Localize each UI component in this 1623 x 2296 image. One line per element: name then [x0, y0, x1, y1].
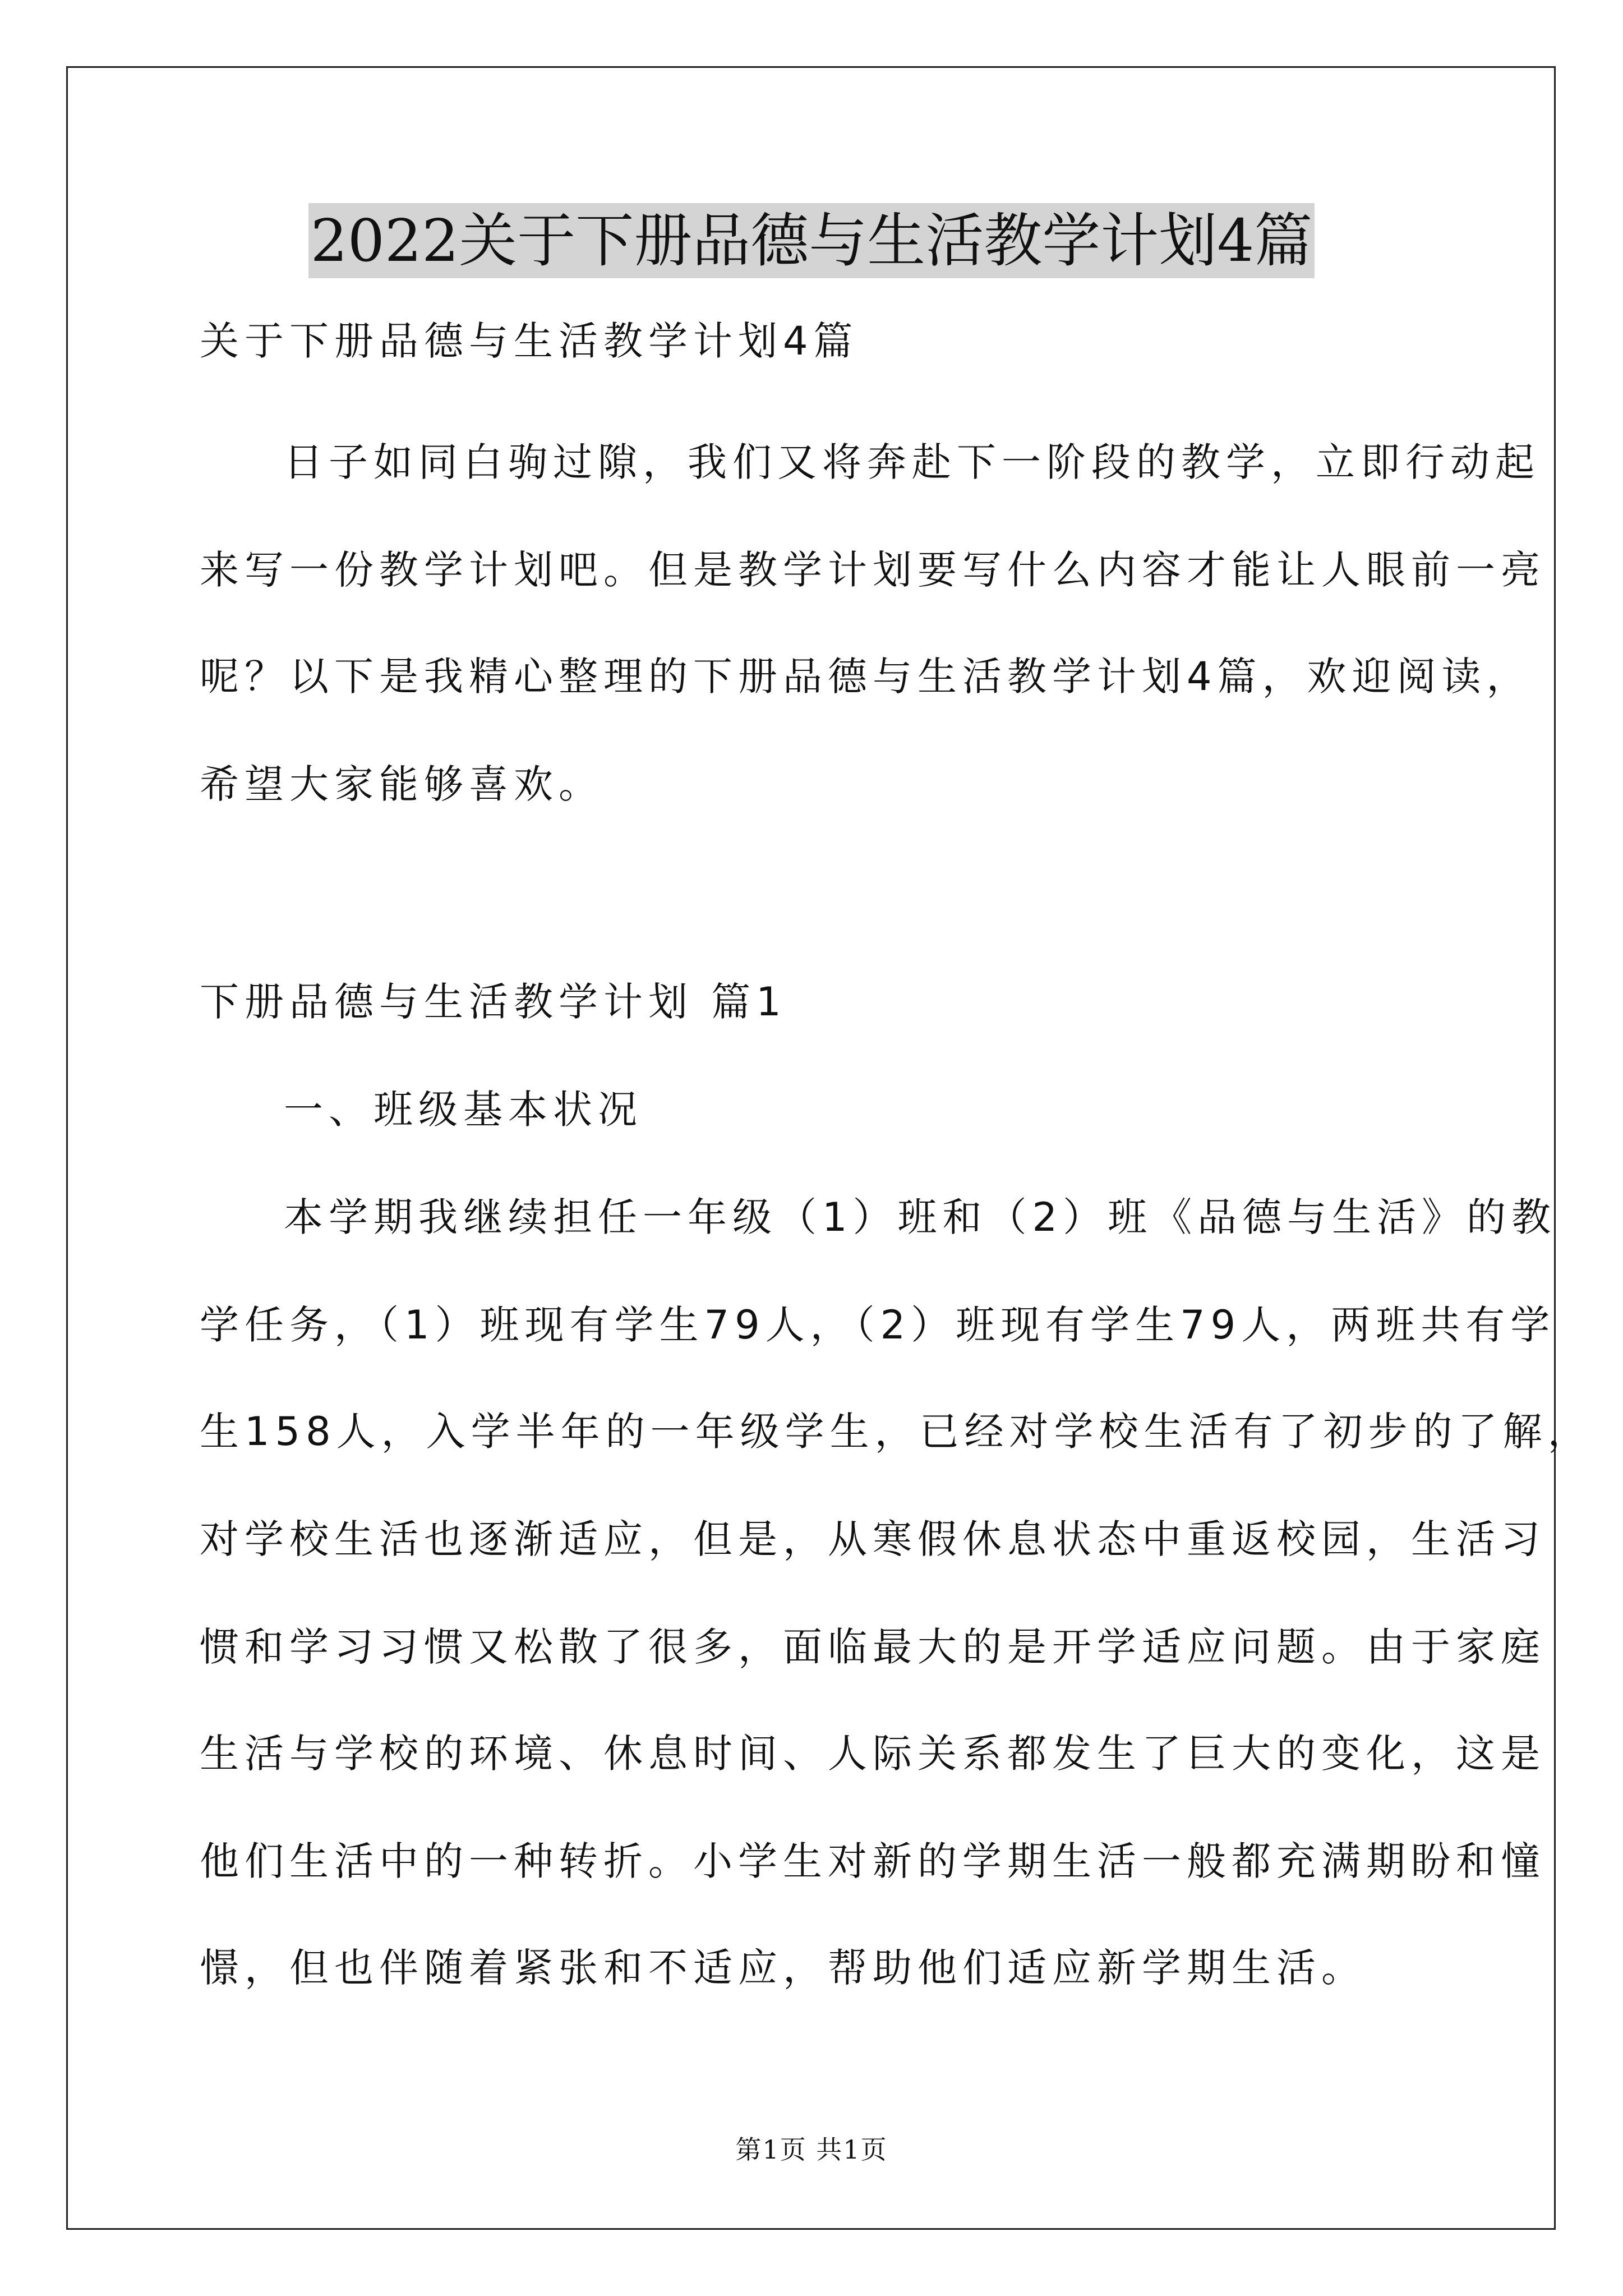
intro-line: 呢？以下是我精心整理的下册品德与生活教学计划4篇，欢迎阅读，: [200, 654, 1532, 700]
body-line: 生活与学校的环境、休息时间、人际关系都发生了巨大的变化，这是: [200, 1731, 1546, 1777]
intro-line: 希望大家能够喜欢。: [200, 761, 603, 807]
intro-line: 来写一份教学计划吧。但是教学计划要写什么内容才能让人眼前一亮: [200, 547, 1546, 593]
body-line: 他们生活中的一种转折。小学生对新的学期生活一般都充满期盼和憧: [200, 1838, 1546, 1884]
body-line: 学任务，（1）班现有学生79人，（2）班现有学生79人，两班共有学: [200, 1302, 1556, 1348]
body-line: 憬，但也伴随着紧张和不适应，帮助他们适应新学期生活。: [200, 1945, 1366, 1991]
title-container: [0, 203, 1623, 278]
body-line: 惯和学习习惯又松散了很多，面临最大的是开学适应问题。由于家庭: [200, 1624, 1546, 1670]
section-heading: 下册品德与生活教学计划 篇1: [200, 979, 787, 1025]
body-line: 生158人，入学半年的一年级学生，已经对学校生活有了初步的了解，: [200, 1409, 1593, 1455]
page-footer: 第1页 共1页: [735, 2134, 888, 2165]
intro-line: 日子如同白驹过隙，我们又将奔赴下一阶段的教学，立即行动起: [284, 439, 1540, 485]
page-border: [66, 66, 1556, 2230]
document-title: 2022关于下册品德与生活教学计划4篇: [308, 203, 1315, 278]
body-line: 本学期我继续担任一年级（1）班和（2）班《品德与生活》的教: [284, 1194, 1557, 1240]
subsection-heading: 一、班级基本状况: [284, 1087, 643, 1133]
document-subtitle: 关于下册品德与生活教学计划4篇: [200, 318, 859, 364]
body-line: 对学校生活也逐渐适应，但是，从寒假休息状态中重返校园，生活习: [200, 1516, 1546, 1562]
